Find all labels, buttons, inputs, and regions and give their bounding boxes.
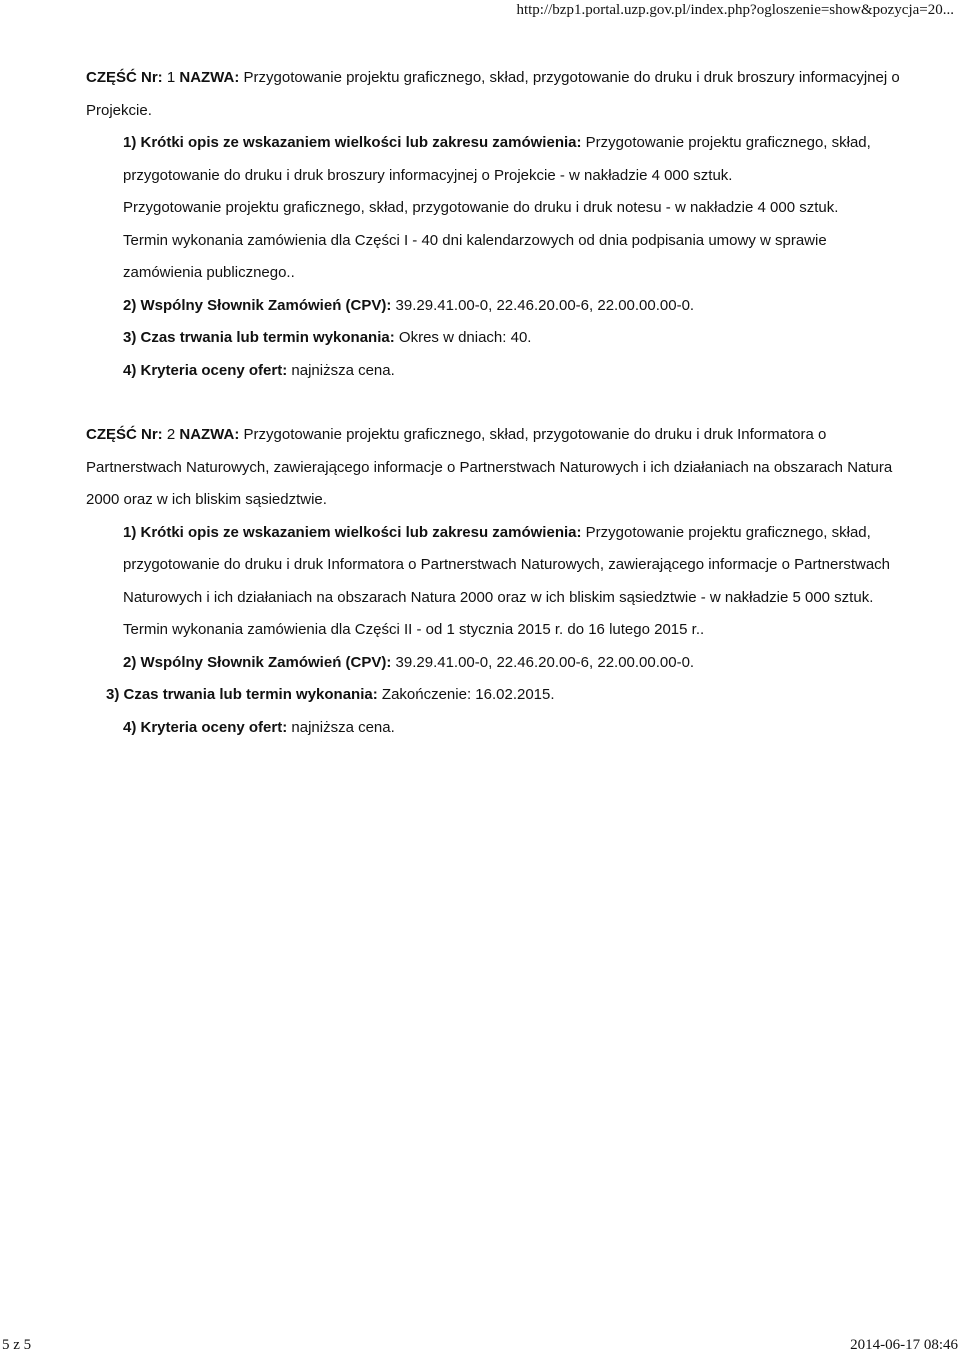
part1-item4-text: najniższa cena. bbox=[287, 361, 395, 379]
part1-item1-label: 1) Krótki opis ze wskazaniem wielkości lub zakresu zamówienia: bbox=[123, 134, 582, 151]
part1-item4 bbox=[86, 355, 906, 388]
part1-item2-label: 2) Wspólny Słownik Zamówień (CPV): bbox=[123, 296, 392, 314]
part2-item3 bbox=[86, 679, 906, 712]
part2-head-label: CZĘŚĆ Nr: bbox=[86, 426, 163, 443]
part2-item4-text: najniższa cena. bbox=[287, 718, 395, 736]
part2-item2-label: 2) Wspólny Słownik Zamówień (CPV): bbox=[123, 653, 392, 671]
part2-item4 bbox=[86, 712, 906, 745]
part2-number: 2 bbox=[162, 426, 180, 443]
part1-item2 bbox=[86, 290, 906, 323]
part1-item3-text: Okres w dniach: 40. bbox=[394, 329, 532, 346]
print-datetime: 2014-06-17 08:46 bbox=[850, 1337, 958, 1353]
part2-heading bbox=[86, 419, 906, 517]
part1-item3-label: 3) Czas trwania lub termin wykonania: bbox=[123, 329, 395, 346]
part2-name-label: NAZWA: bbox=[179, 426, 240, 443]
part1-heading bbox=[86, 62, 906, 127]
section-gap bbox=[86, 387, 906, 419]
page-url: http://bzp1.portal.uzp.gov.pl/index.php?ogloszenie=show&pozycja=20... bbox=[516, 2, 954, 18]
part1-number: 1 bbox=[162, 69, 180, 86]
part1-item1-b: Przygotowanie projektu graficznego, skład, przygotowanie do druku i druk notesu - w nakładzie 4 000 sztuk. bbox=[123, 199, 839, 216]
part2-name-text: Przygotowanie projektu graficznego, skład, przygotowanie do druku i druk Informatora o Partnerstwach Naturowych, zawierającego informacje o Partnerstwach Naturowych i ich działaniach na obszarach Natura 2000 oraz w ich bliskim sąsiedztwie. bbox=[86, 426, 893, 508]
part2-item2 bbox=[86, 647, 906, 680]
part1-head-label: CZĘŚĆ Nr: bbox=[86, 69, 163, 86]
part1-item1-c: Termin wykonania zamówienia dla Części I - 40 dni kalendarzowych od dnia podpisania umowy w sprawie zamówienia publicznego.. bbox=[123, 231, 827, 281]
part2-item1-text: Przygotowanie projektu graficznego, skład, przygotowanie do druku i druk Informatora o Partnerstwach Naturowych, zawierającego informacje o Partnerstwach Naturowych i ich działaniach na obszarach Natura 2000 oraz w ich bliskim sąsiedztwie - w nakładzie 5 000 sztuk. Termin wykonania zamówienia dla Części II - od 1 stycznia 2015 r. do 16 lutego 2015 r.. bbox=[123, 523, 891, 638]
part1-item2-text: 39.29.41.00-0, 22.46.20.00-6, 22.00.00.00-0. bbox=[391, 296, 695, 314]
part1-item3 bbox=[86, 322, 906, 355]
page-number: 5 z 5 bbox=[2, 1337, 32, 1353]
part1-item1-text-a: Przygotowanie projektu graficznego, skład, przygotowanie do druku i druk broszury informacyjnej o Projekcie - w nakładzie 4 000 sztuk. bbox=[123, 134, 871, 184]
part1-name-text: Przygotowanie projektu graficznego, skład, przygotowanie do druku i druk broszury informacyjnej o Projekcie. bbox=[86, 69, 900, 119]
part2-item1-label: 1) Krótki opis ze wskazaniem wielkości lub zakresu zamówienia: bbox=[123, 523, 582, 541]
part2-item2-text: 39.29.41.00-0, 22.46.20.00-6, 22.00.00.00-0. bbox=[391, 653, 695, 671]
part2-item1 bbox=[86, 517, 906, 647]
part1-item1 bbox=[86, 127, 906, 192]
part1-name-label: NAZWA: bbox=[179, 69, 240, 86]
document-content bbox=[86, 62, 906, 744]
part1-item4-label: 4) Kryteria oceny ofert: bbox=[123, 361, 288, 379]
part2-item4-label: 4) Kryteria oceny ofert: bbox=[123, 718, 288, 736]
part2-item3-label: 3) Czas trwania lub termin wykonania: bbox=[106, 686, 378, 703]
part2-item3-text: Zakończenie: 16.02.2015. bbox=[377, 686, 555, 703]
